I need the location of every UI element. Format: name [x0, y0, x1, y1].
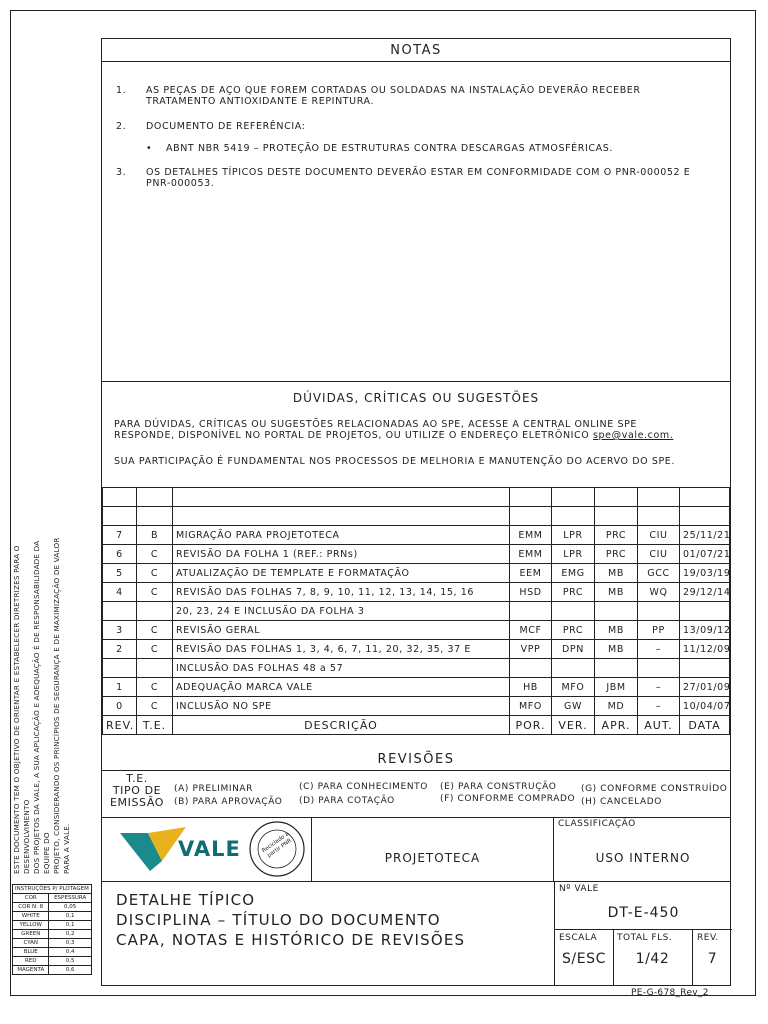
col-header-ver: VER. [552, 716, 595, 735]
cell-aut: GCC [638, 564, 680, 583]
divider [102, 770, 730, 771]
table-row [103, 507, 730, 526]
cell-apr: MB [595, 564, 638, 583]
cell-apr [595, 659, 638, 678]
legend-h: (H) CANCELADO [581, 797, 662, 807]
note-3-line2: PNR-000053. [146, 178, 215, 189]
table-row [103, 697, 730, 716]
note-1-line2: TRATAMENTO ANTIOXIDANTE E REPINTURA. [146, 96, 375, 107]
cell-apr: MB [595, 583, 638, 602]
projetoteca-cell [312, 817, 554, 881]
cell-ver [552, 602, 595, 621]
table-row [103, 564, 730, 583]
doc-title-line2: DISCIPLINA – TÍTULO DO DOCUMENTO [116, 911, 441, 929]
plot-cell-cor: CYAN [13, 939, 49, 948]
legend-c: (C) PARA CONHECIMENTO [299, 782, 428, 792]
legend-d: (D) PARA COTAÇÃO [299, 796, 395, 806]
legend-e: (E) PARA CONSTRUÇÃO [440, 782, 557, 792]
table-row [13, 948, 92, 957]
side-text-line3: PROJETO, CONSIDERANDO OS PRINCÍPIOS DE SEGURANÇA E DE MAXIMIZAÇÃO DE VALOR PARA A VALE. [52, 537, 71, 874]
cell-te: C [137, 545, 173, 564]
plot-cell-cor: COR N. 8 [13, 903, 49, 912]
cell-por: EMM [510, 545, 552, 564]
cell-data: 10/04/07 [680, 697, 730, 716]
cell-aut: – [638, 640, 680, 659]
cell-desc: REVISÃO DA FOLHA 1 (REF.: PRNs) [173, 545, 510, 564]
cell-data: 19/03/19 [680, 564, 730, 583]
notes-title: NOTAS [390, 43, 442, 58]
stamp-text: Reciclado a partir PNR [261, 831, 293, 859]
cell-rev: 5 [103, 564, 137, 583]
side-text [12, 522, 72, 874]
te-label-line3: EMISSÃO [109, 796, 165, 809]
plot-cell-cor: YELLOW [13, 921, 49, 930]
plot-cell-esp: 0,2 [49, 930, 91, 939]
cell-data: 25/11/21 [680, 526, 730, 545]
note-2-number: 2. [116, 121, 127, 132]
plot-cell-esp: 0,1 [49, 912, 91, 921]
cell-desc: INCLUSÃO DAS FOLHAS 48 a 57 [173, 659, 510, 678]
rev-label: REV. [697, 933, 719, 943]
total-fls-value: 1/42 [635, 951, 670, 967]
plot-cell-cor: WHITE [13, 912, 49, 921]
note-1-line1: AS PEÇAS DE AÇO QUE FOREM CORTADAS OU SOLDADAS NA INSTALAÇÃO DEVERÃO RECEBER [146, 85, 641, 96]
cell-te: C [137, 564, 173, 583]
table-row [13, 966, 92, 975]
cell-aut: CIU [638, 526, 680, 545]
cell-aut: – [638, 697, 680, 716]
escala-label: ESCALA [559, 933, 598, 943]
revisoes-title: REVISÕES [377, 752, 455, 767]
plot-cell-esp: 0,6 [49, 966, 91, 975]
table-row [13, 930, 92, 939]
side-text-line1: ESTE DOCUMENTO TEM O OBJETIVO DE ORIENTAR E ESTABELECER DIRETRIZES PARA O DESENVOLVIMENTO [12, 545, 31, 874]
cell-aut: WQ [638, 583, 680, 602]
cell-apr: JBM [595, 678, 638, 697]
cell-desc: 20, 23, 24 E INCLUSÃO DA FOLHA 3 [173, 602, 510, 621]
cell-por: EEM [510, 564, 552, 583]
cell-desc: REVISÃO GERAL [173, 621, 510, 640]
side-text-box [12, 522, 71, 874]
classificacao-value: USO INTERNO [595, 851, 691, 865]
table-row [13, 912, 92, 921]
plot-instructions-table [12, 884, 92, 975]
cell-rev [103, 602, 137, 621]
col-header-aut: AUT. [638, 716, 680, 735]
cell-rev: 6 [103, 545, 137, 564]
plot-cell-esp: 0,3 [49, 939, 91, 948]
table-row [103, 602, 730, 621]
revisions-table [102, 487, 730, 735]
col-header-te: T.E. [137, 716, 173, 735]
legend-b: (B) PARA APROVAÇÃO [174, 797, 283, 807]
cell-te: C [137, 583, 173, 602]
legend-f: (F) CONFORME COMPRADO [440, 794, 576, 804]
cell-te: C [137, 678, 173, 697]
plot-cell-esp: 0,05 [49, 903, 91, 912]
cell-data: 29/12/14 [680, 583, 730, 602]
escala-value: S/ESC [561, 951, 607, 967]
cell-rev: 3 [103, 621, 137, 640]
cell-por: HB [510, 678, 552, 697]
cell-data [680, 659, 730, 678]
cell-ver [552, 659, 595, 678]
legend-g: (G) CONFORME CONSTRUÍDO [581, 784, 728, 794]
cell-por: MFO [510, 697, 552, 716]
col-header-por: POR. [510, 716, 552, 735]
cell-apr: MB [595, 640, 638, 659]
te-label-line2: TIPO DE [112, 784, 162, 797]
table-row [103, 659, 730, 678]
cell-ver: PRC [552, 621, 595, 640]
col-header-desc: DESCRIÇÃO [173, 716, 510, 735]
col-header-data: DATA [680, 716, 730, 735]
duvidas-line3: SUA PARTICIPAÇÃO É FUNDAMENTAL NOS PROCESSOS DE MELHORIA E MANUTENÇÃO DO ACERVO DO SPE. [114, 456, 676, 467]
table-row [103, 545, 730, 564]
cell-desc: ATUALIZAÇÃO DE TEMPLATE E FORMATAÇÃO [173, 564, 510, 583]
cell-data: 01/07/21 [680, 545, 730, 564]
cell-aut [638, 659, 680, 678]
table-row [13, 957, 92, 966]
table-row [103, 678, 730, 697]
vale-logo-text: VALE [178, 837, 241, 861]
cell-por: EMM [510, 526, 552, 545]
duvidas-title: DÚVIDAS, CRÍTICAS OU SUGESTÕES [292, 391, 540, 405]
rev-value: 7 [707, 951, 718, 967]
cell-desc: INCLUSÃO NO SPE [173, 697, 510, 716]
table-row [103, 488, 730, 507]
plot-col-cor: COR [13, 894, 49, 903]
cell-ver: PRC [552, 583, 595, 602]
duvidas-line2 [114, 430, 673, 441]
doc-title-line3: CAPA, NOTAS E HISTÓRICO DE REVISÕES [116, 931, 466, 949]
plot-cell-esp: 0,5 [49, 957, 91, 966]
table-row [103, 526, 730, 545]
divider [102, 381, 730, 382]
logo-cell [102, 817, 312, 881]
cell-te: C [137, 697, 173, 716]
note-3-line1: OS DETALHES TÍPICOS DESTE DOCUMENTO DEVERÃO ESTAR EM CONFORMIDADE COM O PNR-000052 E [146, 167, 691, 178]
cell-apr: MB [595, 621, 638, 640]
note-2-bullet-text: ABNT NBR 5419 – PROTEÇÃO DE ESTRUTURAS CONTRA DESCARGAS ATMOSFÉRICAS. [166, 143, 613, 154]
note-3-number: 3. [116, 167, 127, 178]
cell-te: B [137, 526, 173, 545]
cell-por: HSD [510, 583, 552, 602]
cell-data: 27/01/09 [680, 678, 730, 697]
num-vale-value: DT-E-450 [607, 905, 680, 921]
divider [102, 61, 730, 62]
bullet-icon: • [146, 143, 153, 154]
cell-apr: MD [595, 697, 638, 716]
legend-a: (A) PRELIMINAR [174, 784, 254, 794]
cell-te [137, 659, 173, 678]
duvidas-line1: PARA DÚVIDAS, CRÍTICAS OU SUGESTÕES RELACIONADAS AO SPE, ACESSE A CENTRAL ONLINE SPE [114, 419, 638, 430]
cell-rev [103, 659, 137, 678]
table-row [13, 903, 92, 912]
doc-title-line1: DETALHE TÍPICO [116, 891, 256, 909]
cell-rev: 4 [103, 583, 137, 602]
duvidas-line2-text: RESPONDE, DISPONÍVEL NO PORTAL DE PROJETOS, OU UTILIZE O ENDEREÇO ELETRÔNICO [114, 430, 590, 441]
revisions-header-row [103, 716, 730, 735]
cell-desc: REVISÃO DAS FOLHAS 7, 8, 9, 10, 11, 12, 13, 14, 15, 16 [173, 583, 510, 602]
cell-aut [638, 602, 680, 621]
classificacao-cell [554, 817, 732, 881]
classificacao-label: CLASSIFICAÇÃO [558, 819, 636, 829]
cell-te: C [137, 640, 173, 659]
cell-data [680, 602, 730, 621]
cell-data: 11/12/09 [680, 640, 730, 659]
plot-cell-cor: RED [13, 957, 49, 966]
cell-aut: CIU [638, 545, 680, 564]
note-2-line1: DOCUMENTO DE REFERÊNCIA: [146, 121, 306, 132]
note-1-number: 1. [116, 85, 127, 96]
cell-ver: MFO [552, 678, 595, 697]
cell-apr: PRC [595, 545, 638, 564]
footer-code: PE-G-678_Rev_2 [631, 988, 709, 998]
plot-instructions-title: INSTRUÇÕES P/ PLOTAGEM [13, 885, 92, 894]
col-header-apr: APR. [595, 716, 638, 735]
cell-apr: PRC [595, 526, 638, 545]
cell-te: C [137, 621, 173, 640]
cell-ver: EMG [552, 564, 595, 583]
total-fls-label: TOTAL FLS. [617, 933, 673, 943]
plot-cell-cor: MAGENTA [13, 966, 49, 975]
plot-col-espessura: ESPESSURA [49, 894, 91, 903]
te-label-line1: T.E. [126, 772, 148, 785]
doc-info-block [554, 881, 732, 986]
cell-data: 13/09/12 [680, 621, 730, 640]
table-row [13, 939, 92, 948]
cell-desc: REVISÃO DAS FOLHAS 1, 3, 4, 6, 7, 11, 20, 32, 35, 37 E [173, 640, 510, 659]
plot-cell-esp: 0,4 [49, 948, 91, 957]
divider [555, 929, 732, 930]
cell-apr [595, 602, 638, 621]
cell-aut: – [638, 678, 680, 697]
cell-por [510, 659, 552, 678]
table-row [103, 621, 730, 640]
document-main-box [101, 38, 731, 986]
cell-rev: 2 [103, 640, 137, 659]
num-vale-label: Nº VALE [559, 884, 599, 894]
cell-te [137, 602, 173, 621]
plot-cell-cor: GREEN [13, 930, 49, 939]
cell-por: MCF [510, 621, 552, 640]
side-text-line2: DOS PROJETOS DA VALE, A SUA APLICAÇÃO E ADEQUAÇÃO É DE RESPONSABILIDADE DA EQUIPE DO [32, 540, 51, 874]
cell-ver: DPN [552, 640, 595, 659]
plot-cell-esp: 0,1 [49, 921, 91, 930]
cell-por: VPP [510, 640, 552, 659]
cell-rev: 0 [103, 697, 137, 716]
cell-rev: 1 [103, 678, 137, 697]
cell-desc: MIGRAÇÃO PARA PROJETOTECA [173, 526, 510, 545]
te-legend-label [104, 773, 170, 809]
cell-aut: PP [638, 621, 680, 640]
projetoteca-label: PROJETOTECA [384, 851, 481, 865]
table-row [103, 583, 730, 602]
email-link[interactable]: spe@vale.com. [593, 430, 674, 441]
cell-ver: LPR [552, 545, 595, 564]
table-row [103, 640, 730, 659]
col-header-rev: REV. [103, 716, 137, 735]
table-row [13, 921, 92, 930]
cell-desc: ADEQUAÇÃO MARCA VALE [173, 678, 510, 697]
cell-ver: GW [552, 697, 595, 716]
cell-por [510, 602, 552, 621]
cell-ver: LPR [552, 526, 595, 545]
plot-cell-cor: BLUE [13, 948, 49, 957]
cell-rev: 7 [103, 526, 137, 545]
